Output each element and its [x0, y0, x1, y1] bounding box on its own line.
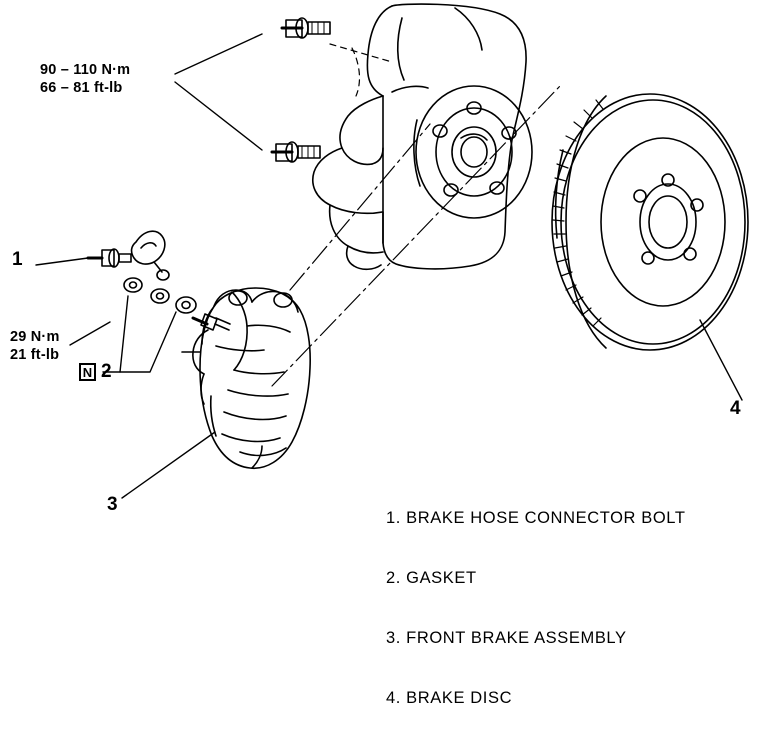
leader-lines — [36, 34, 742, 498]
brake-hose-connector-bolt-torque-line1: 29 N·m — [10, 329, 60, 345]
brake-hose-fitting — [132, 231, 169, 280]
hidden-edges — [330, 44, 392, 96]
assembly-centerline — [272, 86, 560, 386]
callout-3: 3 — [107, 494, 118, 515]
caliper-mounting-bolt-lower — [272, 142, 320, 162]
legend-list — [386, 470, 686, 749]
callout-1: 1 — [12, 249, 23, 270]
knuckle-detail-1 — [455, 8, 482, 50]
caliper-guide-pin-bolt — [193, 314, 230, 330]
callout-4: 4 — [730, 398, 741, 419]
steering-knuckle-hub — [313, 4, 526, 269]
wheel-hub-flange — [414, 86, 532, 218]
caliper-mounting-bolt-upper — [282, 18, 330, 38]
caliper-mounting-bolt-torque-line1: 90 – 110 N·m — [40, 62, 131, 78]
marker-n-box: N — [79, 363, 96, 381]
gasket-washers — [124, 278, 196, 313]
legend-item-1: 1. BRAKE HOSE CONNECTOR BOLT — [386, 508, 686, 527]
caliper-mounting-bolt-torque-line2: 66 – 81 ft-lb — [40, 80, 123, 96]
legend-item-2: 2. GASKET — [386, 568, 477, 587]
legend-item-3: 3. FRONT BRAKE ASSEMBLY — [386, 628, 627, 647]
callout-2: 2 — [101, 361, 112, 382]
brake-hose-connector-bolt-torque-line2: 21 ft-lb — [10, 347, 60, 363]
knuckle-detail-2 — [392, 86, 428, 92]
brake-hose-connector-bolt — [88, 249, 131, 267]
brake-disc — [552, 94, 748, 350]
legend-item-4: 4. BRAKE DISC — [386, 688, 513, 707]
